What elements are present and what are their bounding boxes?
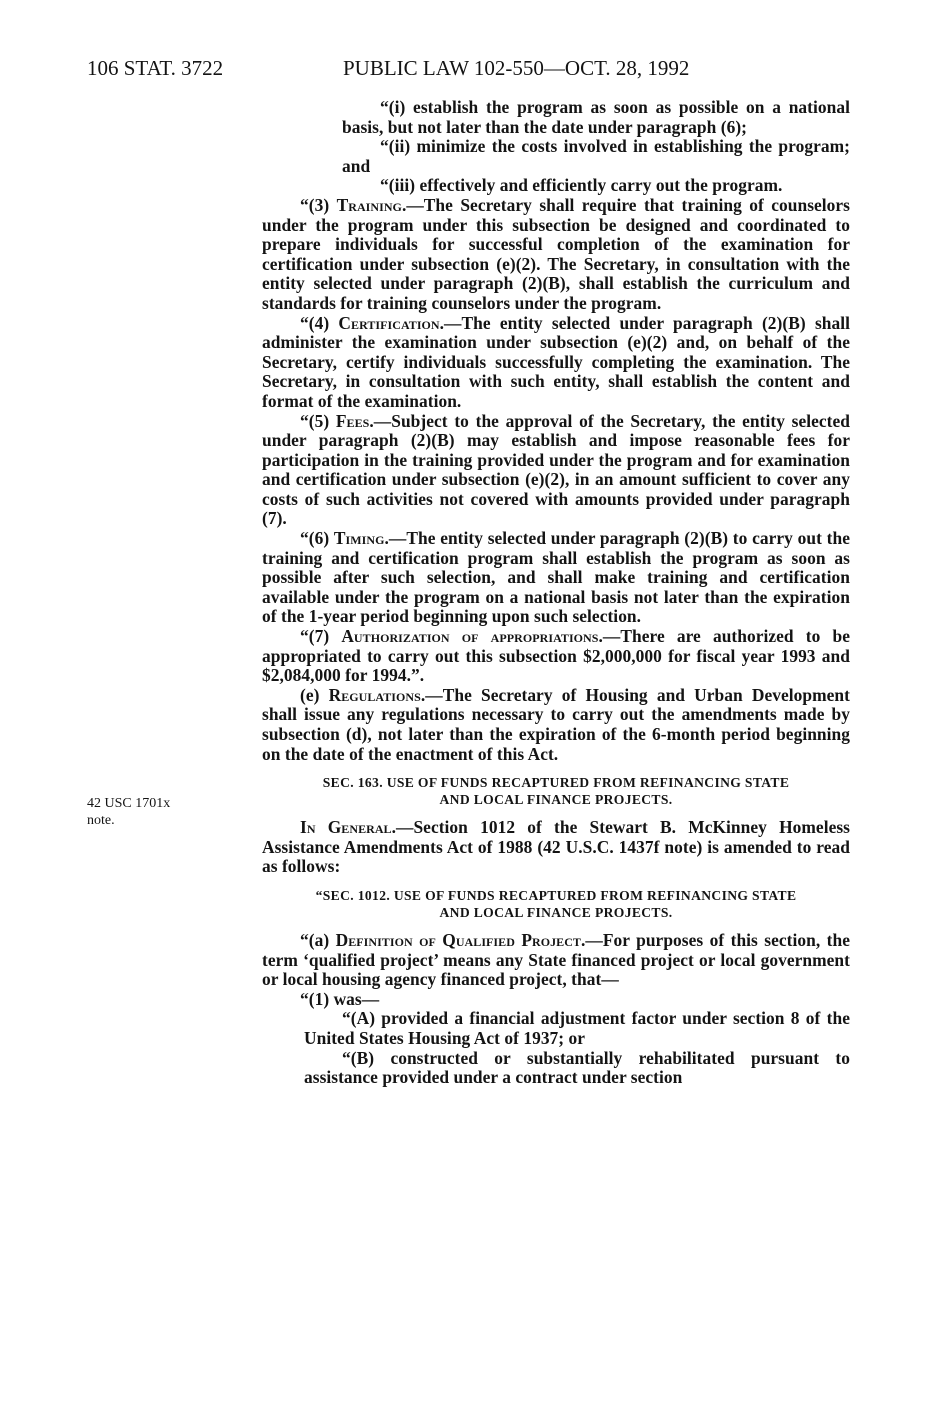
paragraph-text: .—The entity selected under paragraph (2)(B) to carry out the training and certification program shall establish the program as soon as possible after such selection, and shall make training and certification available under the program on a national basis not later than the expiration of the 1-year period beginning upon such selection.: [262, 528, 850, 627]
paragraph-text: .—The entity selected under paragraph (2)(B) shall administer the examination under subsection (e)(2) and, on behalf of the Secretary, certify individuals successfully completing the examination. The Secretary, in consultation with such entity, shall establish the content and format of the examination.: [262, 312, 850, 411]
paragraph-number: “(5): [300, 410, 336, 431]
paragraph-number: “(a): [300, 929, 336, 950]
paragraph-number: “(6): [300, 528, 334, 549]
paragraph-number: “(4): [300, 312, 339, 333]
paragraph-heading: Certification: [338, 312, 440, 333]
paragraph-number: “(3): [300, 194, 337, 215]
section-heading-line: AND LOCAL FINANCE PROJECTS.: [439, 904, 673, 920]
paragraph-heading: Definition of Qualified Project: [335, 929, 581, 950]
subparagraph-a: “(A) provided a financial adjustment factor under section 8 of the United States Housing Act of 1937; or: [304, 1008, 850, 1048]
page-header-title: PUBLIC LAW 102-550—OCT. 28, 1992: [343, 56, 690, 80]
document-body: [262, 98, 850, 1088]
section-heading-line: AND LOCAL FINANCE PROJECTS.: [439, 792, 673, 808]
paragraph-text: .—There are authorized to be appropriated to carry out this subsection $2,000,000 for fiscal year 1993 and $2,084,000 for 1994.”.: [262, 626, 850, 686]
paragraph-text: .—The Secretary of Housing and Urban Development shall issue any regulations necessary to carry out the amendments made by subsection (d), not later than the expiration of the 6-month period beginning on the date of the enactment of this Act.: [262, 684, 850, 764]
section-163-heading: [262, 774, 850, 808]
paragraph-heading: Timing: [333, 528, 385, 549]
margin-note-citation: 42 USC 1701x: [87, 796, 171, 811]
paragraph-1-was: “(1) was—: [300, 988, 380, 1009]
paragraph-heading: Authorization of appropriations: [341, 626, 599, 647]
paragraph-heading: Fees: [335, 410, 370, 431]
paragraph-text: .—For purposes of this section, the term ‘qualified project’ means any State financed project or local government or local housing agency financed project, that—: [262, 929, 850, 990]
subparagraph-b: “(B) constructed or substantially rehabilitated pursuant to assistance provided under a contract under section: [304, 1047, 850, 1088]
paragraph-6-timing: [262, 529, 850, 627]
paragraph-text: .—Subject to the approval of the Secretary, the entity selected under paragraph (2)(B) may establish and impose reasonable fees for participation in the training provided under the program and for examination and certification under subsection (e)(2), in an amount sufficient to cover any costs of such activities not covered with amounts provided under paragraph (7).: [262, 410, 850, 529]
subsection-a-definition: [262, 931, 850, 990]
clause-ii: “(ii) minimize the costs involved in establishing the program; and: [342, 136, 850, 176]
subsection-e-regulations: [262, 686, 850, 764]
paragraph-heading: In General: [300, 817, 392, 838]
page-citation: 106 STAT. 3722: [87, 56, 224, 80]
paragraph-text: .—Section 1012 of the Stewart B. McKinney Homeless Assistance Amendments Act of 1988 (42 U.S.C. 1437f note) is amended to read as follows:: [262, 817, 850, 877]
section-1012-heading: [262, 887, 850, 921]
margin-note-suffix: note.: [87, 813, 115, 828]
paragraph-4-certification: [262, 314, 850, 412]
paragraph-heading: Regulations: [328, 684, 421, 705]
clause-iii: “(iii) effectively and efficiently carry out the program.: [380, 175, 783, 196]
margin-note: [87, 795, 227, 829]
paragraph-number: (e): [300, 684, 329, 705]
paragraph-3-training: [262, 196, 850, 314]
clause-i: “(i) establish the program as soon as possible on a national basis, but not later than the date under paragraph (6);: [342, 97, 850, 137]
paragraph-number: “(7): [300, 626, 342, 647]
in-general-paragraph: [262, 818, 850, 877]
section-heading-line: “SEC. 1012. USE OF FUNDS RECAPTURED FROM REFINANCING STATE: [315, 887, 797, 903]
paragraph-5-fees: [262, 412, 850, 530]
section-heading-line: SEC. 163. USE OF FUNDS RECAPTURED FROM REFINANCING STATE: [322, 775, 790, 791]
paragraph-7-authorization: [262, 627, 850, 686]
paragraph-heading: Training: [336, 194, 402, 215]
paragraph-text: .—The Secretary shall require that training of counselors under the program under this subsection be designed and coordinated to prepare individuals for successful completion of the examination for certification under subsection (e)(2). The Secretary, in consultation with the entity selected under paragraph (2)(B), shall establish the curriculum and standards for training counselors under the program.: [262, 194, 850, 313]
